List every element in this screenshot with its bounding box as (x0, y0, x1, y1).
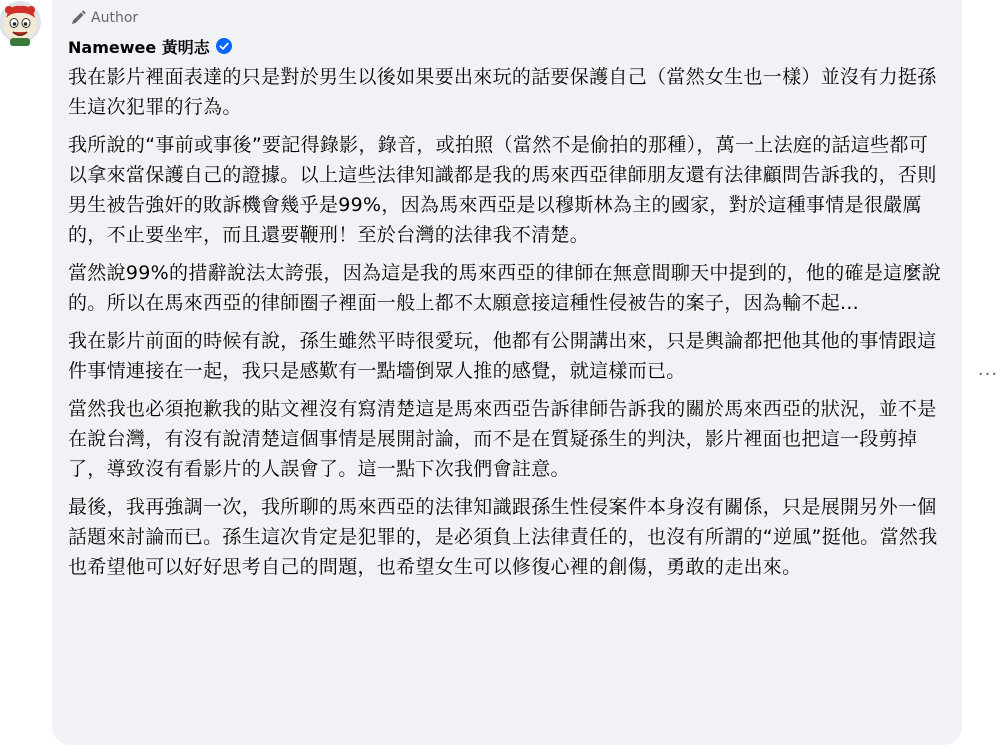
comment-paragraph: 我所說的“事前或事後”要記得錄影，錄音，或拍照（當然不是偷拍的那種），萬一上法庭的話這些都可以拿來當保護自己的證據。以上這些法律知識都是我的馬來西亞律師朋友還有法律顧問告訴我的，否則男生被告強奸的敗訴機會幾乎是99%，因為馬來西亞是以穆斯林為主的國家，對於這種事情是很嚴厲的，不止要坐牢，而且還要鞭刑！至於台灣的法律我不清楚。 (68, 134, 937, 246)
pencil-icon (70, 10, 86, 26)
comment-text (68, 62, 946, 582)
verified-check-icon (216, 38, 232, 54)
comment-paragraph: 當然說99%的措辭說法太誇張，因為這是我的馬來西亞的律師在無意間聊天中提到的，他的確是這麼說的。所以在馬來西亞的律師圈子裡面一般上都不太願意接這種性侵被告的案子，因為輸不起... (68, 262, 942, 314)
comment-bubble (52, 0, 962, 745)
comment-paragraph: 我在影片前面的時候有說，孫生雖然平時很愛玩，他都有公開講出來，只是輿論都把他其他的事情跟這件事情連接在一起，我只是感歎有一點墻倒眾人推的感覺，就這樣而已。 (68, 330, 937, 382)
author-name-link[interactable]: Namewee 黃明志 (68, 37, 210, 57)
author-badge (70, 6, 946, 30)
comment-paragraph: 當然我也必須抱歉我的貼文裡沒有寫清楚這是馬來西亞告訴律師告訴我的關於馬來西亞的狀況，並不是在說台灣，有沒有說清楚這個事情是展開討論，而不是在質疑孫生的判決，影片裡面也把這一段剪掉了，導致沒有看影片的人誤會了。這一點下次我們會註意。 (68, 398, 937, 480)
comment-paragraph: 最後，我再強調一次，我所聊的馬來西亞的法律知識跟孫生性侵案件本身沒有關係，只是展開另外一個話題來討論而已。孫生這次肯定是犯罪的，是必須負上法律責任的，也沒有所謂的“逆風”挺他。當然我也希望他可以好好思考自己的問題，也希望女生可以修復心裡的創傷，勇敢的走出來。 (68, 496, 938, 578)
comment-paragraph: 我在影片裡面表達的只是對於男生以後如果要出來玩的話要保護自己（當然女生也一樣）並沒有力挺孫生這次犯罪的行為。 (68, 66, 937, 118)
author-badge-label: Author (91, 10, 139, 26)
more-options-icon[interactable]: ··· (977, 363, 999, 385)
author-avatar[interactable] (0, 0, 42, 50)
